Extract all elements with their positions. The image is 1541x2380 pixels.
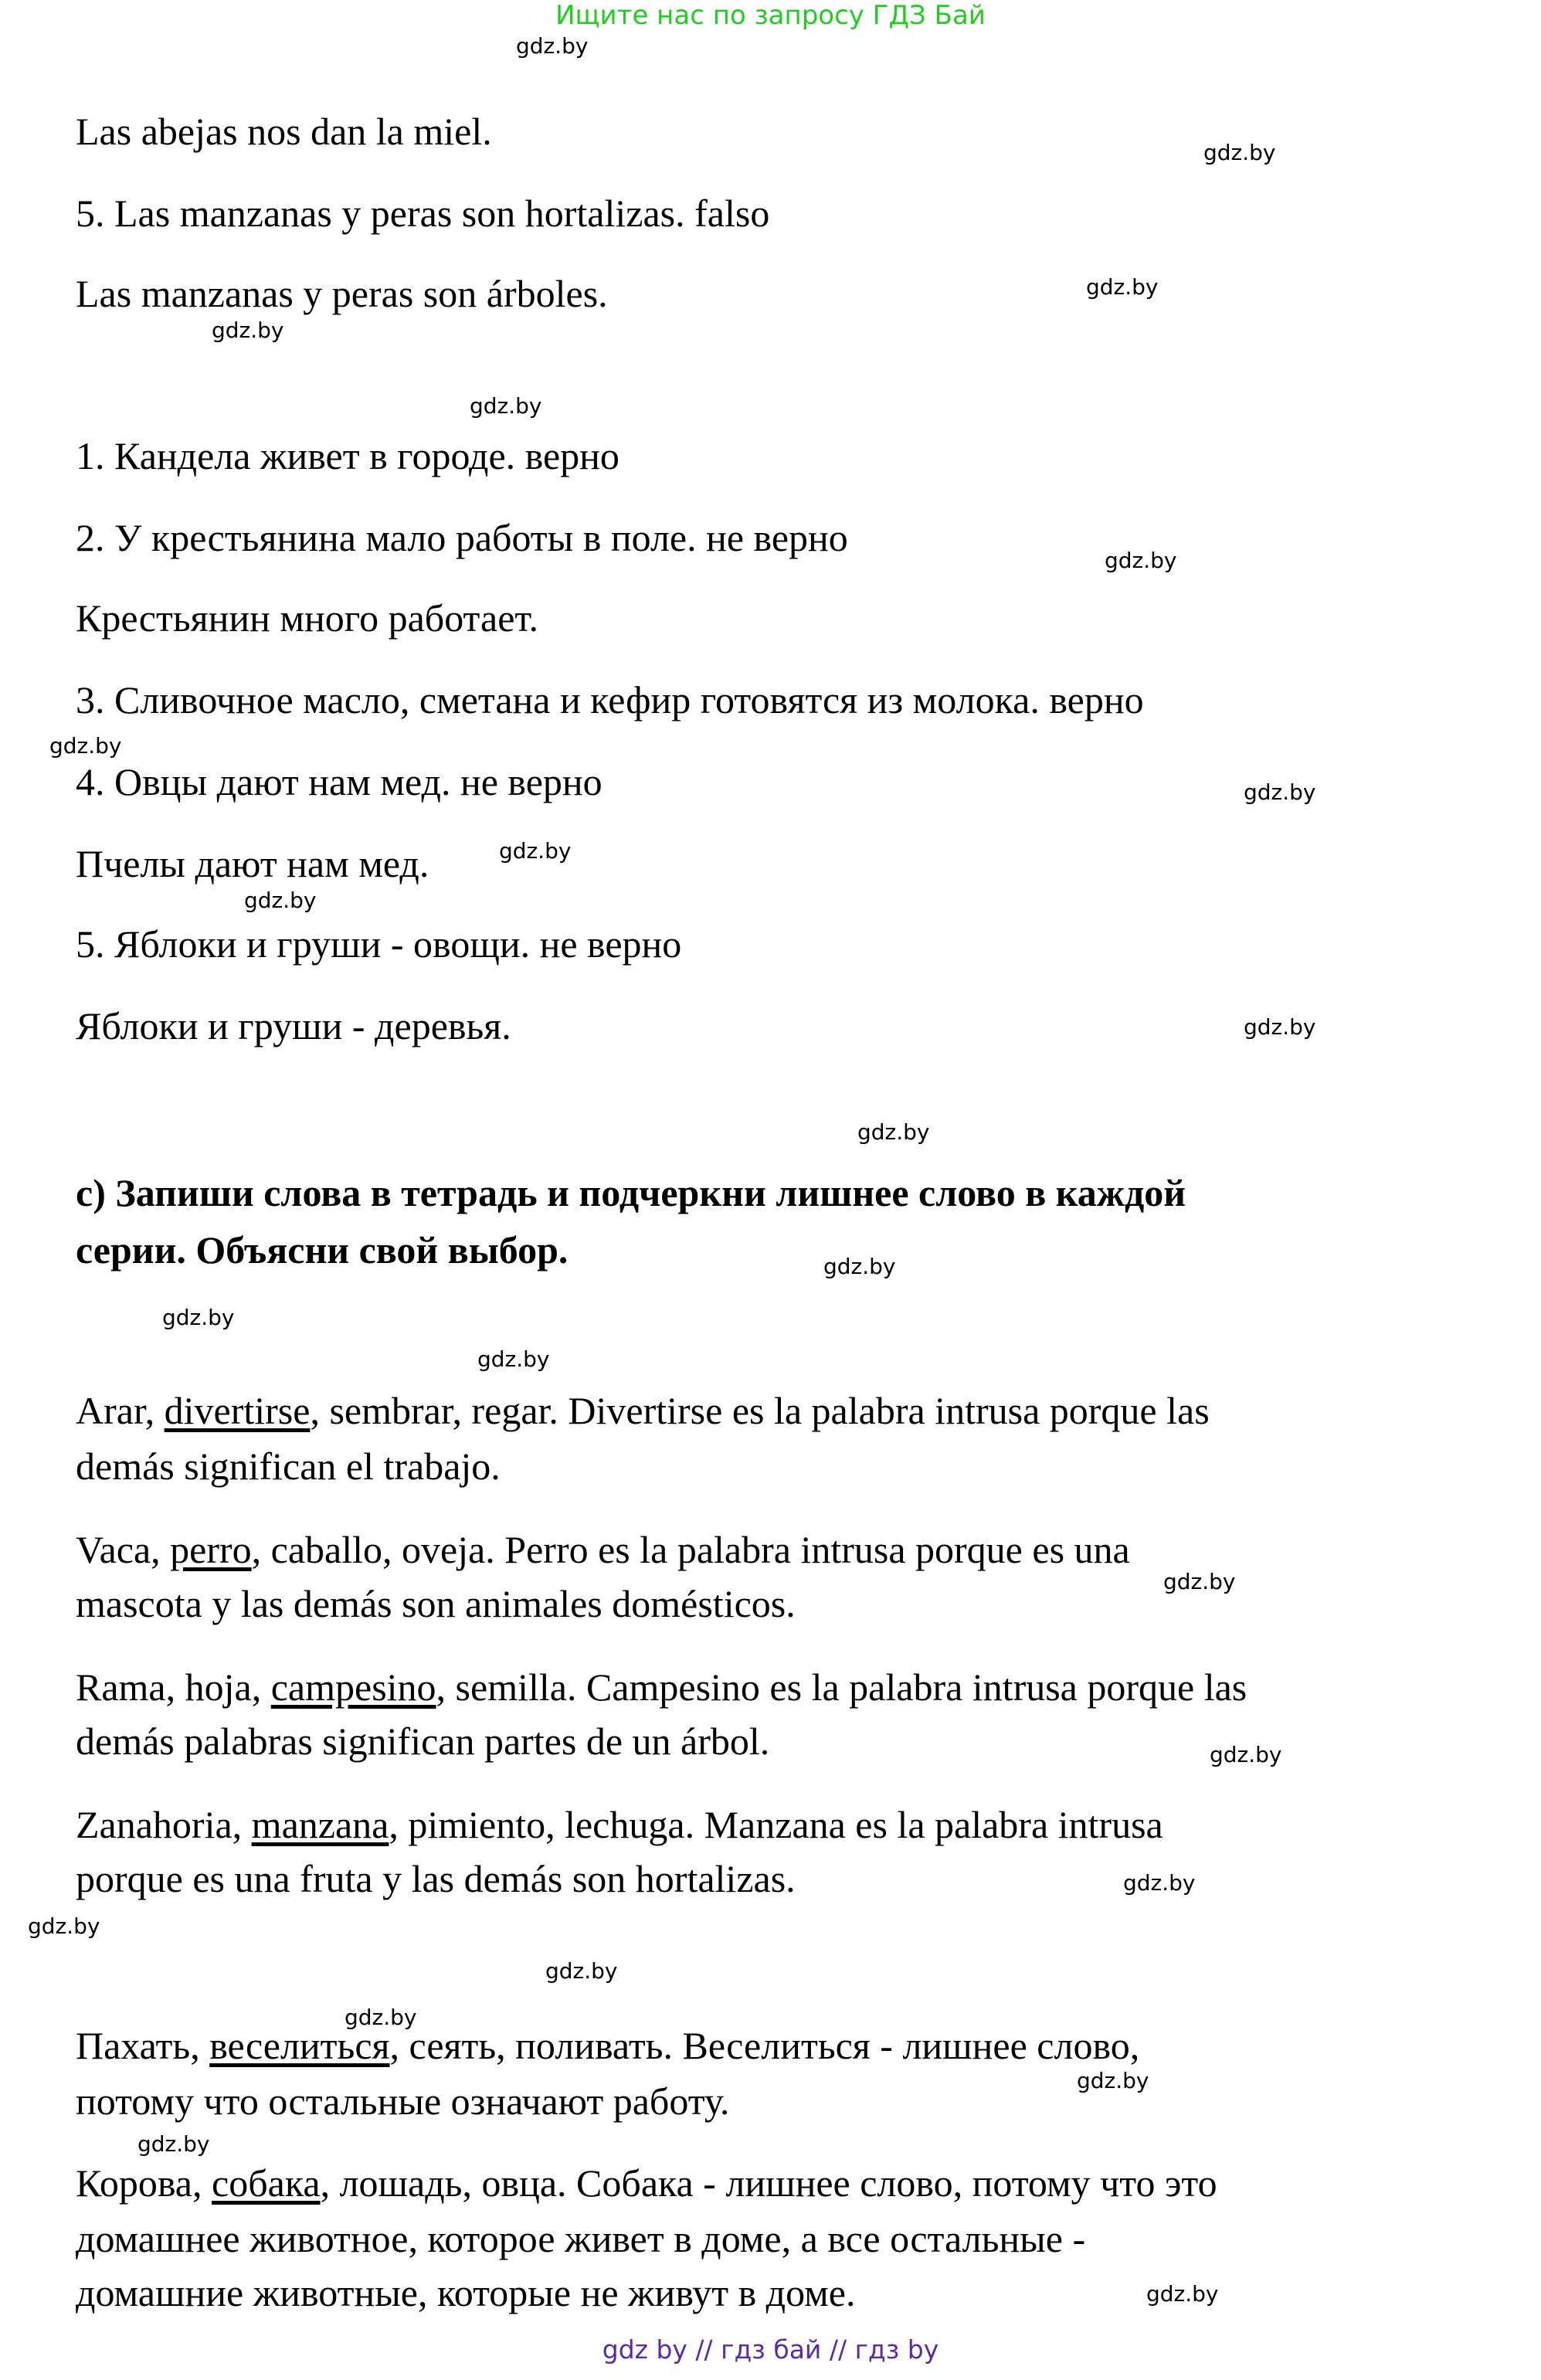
watermark: gdz.by [244, 888, 317, 913]
answer-line: Las abejas nos dan la miel. [76, 110, 492, 153]
odd-word: campesino [270, 1665, 436, 1709]
watermark: gdz.by [1086, 274, 1159, 300]
watermark: gdz.by [823, 1254, 896, 1279]
series-line: домашнее животное, которое живет в доме, а все остальные - [76, 2217, 1086, 2260]
watermark: gdz.by [1244, 1014, 1316, 1040]
answer-line: 5. Las manzanas y peras son hortalizas. falso [76, 192, 770, 235]
odd-word: manzana [251, 1803, 389, 1846]
series-line: домашние животные, которые не живут в доме. [76, 2271, 856, 2314]
answer-line: Крестьянин много работает. [76, 596, 538, 640]
series-line: Корова, собака, лошадь, овца. Собака - лишнее слово, потому что это [76, 2161, 1217, 2205]
answer-line: 1. Кандела живет в городе. верно [76, 434, 619, 477]
odd-word: divertirse [164, 1389, 311, 1432]
watermark: gdz.by [516, 33, 589, 59]
watermark: gdz.by [857, 1119, 930, 1145]
watermark: gdz.by [545, 1958, 618, 1984]
watermark: gdz.by [470, 393, 542, 419]
odd-word: perro [170, 1528, 252, 1571]
watermark: gdz.by [1210, 1742, 1282, 1767]
watermark: gdz.by [28, 1913, 100, 1939]
watermark: gdz.by [345, 2005, 417, 2030]
series-line: Arar, divertirse, sembrar, regar. Divertirse es la palabra intrusa porque las [76, 1389, 1210, 1432]
series-line: Zanahoria, manzana, pimiento, lechuga. Manzana es la palabra intrusa [76, 1803, 1163, 1846]
series-line: Пахать, веселиться, сеять, поливать. Веселиться - лишнее слово, [76, 2024, 1140, 2067]
task-c-heading: серии. Объясни свой выбор. [76, 1228, 569, 1271]
answer-line: 4. Овцы дают нам мед. не верно [76, 760, 602, 803]
answer-line: Яблоки и груши - деревья. [76, 1004, 511, 1047]
watermark: gdz.by [477, 1346, 550, 1372]
answer-line: 3. Сливочное масло, сметана и кефир готовятся из молока. верно [76, 678, 1144, 721]
watermark: gdz.by [162, 1305, 235, 1330]
series-line: demás significan el trabajo. [76, 1445, 501, 1488]
watermark: gdz.by [1203, 140, 1276, 165]
watermark: gdz.by [1146, 2281, 1219, 2307]
task-c-heading: c) Запиши слова в тетрадь и подчеркни лишнее слово в каждой [76, 1171, 1186, 1214]
watermark: gdz.by [212, 317, 284, 343]
watermark: gdz.by [1077, 2068, 1149, 2093]
answer-line: Las manzanas y peras son árboles. [76, 272, 608, 315]
footer-links: gdz by // гдз бай // гдз by [602, 2334, 939, 2365]
answer-line: Пчелы дают нам мед. [76, 842, 429, 885]
series-line: porque es una fruta y las demás son hortalizas. [76, 1857, 796, 1900]
odd-word: веселиться [209, 2024, 390, 2067]
watermark: gdz.by [137, 2131, 210, 2157]
watermark: gdz.by [1244, 779, 1316, 805]
answer-line: 5. Яблоки и груши - овощи. не верно [76, 922, 682, 966]
answer-line: 2. У крестьянина мало работы в поле. не верно [76, 516, 848, 559]
series-line: mascota y las demás son animales domésticos. [76, 1582, 796, 1625]
series-line: потому что остальные означают работу. [76, 2080, 730, 2123]
watermark: gdz.by [1123, 1870, 1196, 1896]
series-line: Rama, hoja, campesino, semilla. Campesino es la palabra intrusa porque las [76, 1665, 1247, 1709]
series-line: Vaca, perro, caballo, oveja. Perro es la palabra intrusa porque es una [76, 1528, 1130, 1571]
watermark: gdz.by [499, 838, 572, 864]
odd-word: собака [212, 2161, 321, 2205]
search-hint-header: Ищите нас по запросу ГДЗ Бай [555, 0, 986, 31]
watermark: gdz.by [1163, 1569, 1236, 1594]
watermark: gdz.by [49, 733, 122, 759]
watermark: gdz.by [1105, 548, 1177, 573]
series-line: demás palabras significan partes de un árbol. [76, 1720, 770, 1763]
